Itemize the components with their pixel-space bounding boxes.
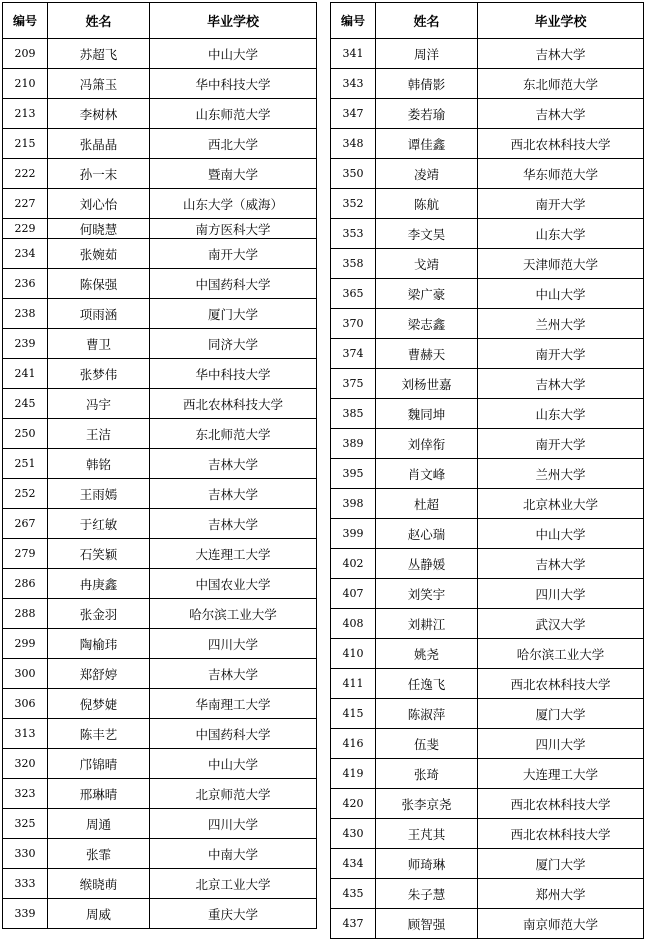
cell-school: 兰州大学 [478,309,644,339]
header-row [3,3,317,39]
cell-name: 邝锦晴 [48,749,150,779]
table-row [3,539,317,569]
cell-name: 王雨嫣 [48,479,150,509]
roster-table-left [2,2,317,929]
table-row [3,809,317,839]
table-row [3,719,317,749]
cell-number: 408 [331,609,376,639]
cell-school: 吉林大学 [150,479,317,509]
cell-name: 倪梦婕 [48,689,150,719]
table-row [331,489,644,519]
cell-school: 北京工业大学 [150,869,317,899]
cell-name: 任逸飞 [376,669,478,699]
table-row [331,729,644,759]
cell-name: 冯箫玉 [48,69,150,99]
table-row [331,129,644,159]
cell-number: 385 [331,399,376,429]
cell-number: 358 [331,249,376,279]
cell-school: 武汉大学 [478,609,644,639]
cell-school: 中国药科大学 [150,719,317,749]
cell-name: 陈丰艺 [48,719,150,749]
table-row [331,159,644,189]
cell-school: 东北师范大学 [150,419,317,449]
cell-number: 434 [331,849,376,879]
table-row [331,309,644,339]
cell-school: 中山大学 [150,39,317,69]
cell-number: 252 [3,479,48,509]
table-row [3,569,317,599]
table-row [3,269,317,299]
table-row [331,429,644,459]
table-row [3,329,317,359]
cell-school: 中山大学 [478,279,644,309]
cell-school: 西北农林科技大学 [478,669,644,699]
cell-name: 韩铭 [48,449,150,479]
cell-number: 330 [3,839,48,869]
cell-name: 于红敏 [48,509,150,539]
cell-school: 中国药科大学 [150,269,317,299]
cell-number: 299 [3,629,48,659]
cell-number: 389 [331,429,376,459]
cell-school: 吉林大学 [150,449,317,479]
cell-number: 227 [3,189,48,219]
cell-name: 孙一末 [48,159,150,189]
cell-number: 286 [3,569,48,599]
cell-school: 兰州大学 [478,459,644,489]
cell-school: 重庆大学 [150,899,317,929]
table-row [3,39,317,69]
cell-name: 冯宇 [48,389,150,419]
table-row [3,509,317,539]
cell-name: 刘耕江 [376,609,478,639]
cell-number: 407 [331,579,376,609]
cell-number: 339 [3,899,48,929]
cell-school: 四川大学 [150,629,317,659]
cell-name: 伍斐 [376,729,478,759]
cell-name: 冉庚鑫 [48,569,150,599]
table-row [331,879,644,909]
cell-name: 周洋 [376,39,478,69]
cell-name: 缑晓萌 [48,869,150,899]
cell-number: 395 [331,459,376,489]
table-row [3,869,317,899]
cell-school: 吉林大学 [150,509,317,539]
cell-number: 350 [331,159,376,189]
cell-number: 435 [331,879,376,909]
cell-school: 华中科技大学 [150,69,317,99]
table-row [3,479,317,509]
cell-name: 李文昊 [376,219,478,249]
cell-name: 张晶晶 [48,129,150,159]
cell-number: 279 [3,539,48,569]
cell-school: 中国农业大学 [150,569,317,599]
cell-school: 吉林大学 [478,39,644,69]
table-row [3,359,317,389]
table-row [331,279,644,309]
cell-number: 411 [331,669,376,699]
cell-school: 西北大学 [150,129,317,159]
cell-school: 郑州大学 [478,879,644,909]
table-row [3,449,317,479]
cell-name: 陈保强 [48,269,150,299]
cell-name: 陈淑萍 [376,699,478,729]
cell-name: 凌靖 [376,159,478,189]
table-row [331,249,644,279]
cell-name: 张梦伟 [48,359,150,389]
cell-number: 420 [331,789,376,819]
cell-school: 吉林大学 [150,659,317,689]
header-name: 姓名 [48,3,150,39]
table-row [331,399,644,429]
table-row [331,39,644,69]
cell-school: 山东师范大学 [150,99,317,129]
cell-name: 魏同坤 [376,399,478,429]
table-row [331,849,644,879]
table-row [3,299,317,329]
table-row [331,669,644,699]
table-row [331,579,644,609]
cell-name: 王芃其 [376,819,478,849]
cell-name: 杜超 [376,489,478,519]
cell-name: 张金羽 [48,599,150,629]
table-row [331,639,644,669]
cell-number: 416 [331,729,376,759]
table-row [331,459,644,489]
cell-name: 刘杨世嘉 [376,369,478,399]
cell-school: 中山大学 [478,519,644,549]
header-number: 编号 [331,3,376,39]
table-row [331,189,644,219]
table-row [331,699,644,729]
header-number: 编号 [3,3,48,39]
cell-school: 华东师范大学 [478,159,644,189]
cell-number: 365 [331,279,376,309]
cell-school: 北京师范大学 [150,779,317,809]
table-row [3,69,317,99]
table-row [3,779,317,809]
table-row [3,219,317,239]
cell-number: 325 [3,809,48,839]
cell-number: 341 [331,39,376,69]
cell-school: 华中科技大学 [150,359,317,389]
cell-number: 229 [3,219,48,239]
table-row [3,689,317,719]
table-row [331,759,644,789]
cell-number: 236 [3,269,48,299]
table-row [331,219,644,249]
cell-number: 353 [331,219,376,249]
cell-school: 西北农林科技大学 [478,129,644,159]
cell-school: 西北农林科技大学 [478,819,644,849]
table-row [3,419,317,449]
cell-name: 张霏 [48,839,150,869]
cell-number: 238 [3,299,48,329]
cell-name: 刘心怡 [48,189,150,219]
cell-school: 天津师范大学 [478,249,644,279]
table-row [3,159,317,189]
cell-name: 苏超飞 [48,39,150,69]
cell-name: 张婉茹 [48,239,150,269]
cell-school: 南开大学 [478,189,644,219]
cell-school: 厦门大学 [150,299,317,329]
cell-number: 222 [3,159,48,189]
cell-number: 251 [3,449,48,479]
table-row [331,369,644,399]
cell-name: 陈航 [376,189,478,219]
table-row [331,609,644,639]
cell-number: 347 [331,99,376,129]
cell-number: 234 [3,239,48,269]
table-row [3,189,317,219]
cell-name: 项雨涵 [48,299,150,329]
cell-name: 何晓慧 [48,219,150,239]
table-row [3,239,317,269]
cell-number: 437 [331,909,376,939]
cell-number: 419 [331,759,376,789]
cell-number: 399 [331,519,376,549]
header-name: 姓名 [376,3,478,39]
cell-number: 398 [331,489,376,519]
cell-number: 370 [331,309,376,339]
table-row [3,899,317,929]
cell-name: 师琦琳 [376,849,478,879]
cell-school: 东北师范大学 [478,69,644,99]
table-row [331,909,644,939]
cell-number: 430 [331,819,376,849]
cell-number: 343 [331,69,376,99]
cell-name: 姚尧 [376,639,478,669]
cell-school: 西北农林科技大学 [150,389,317,419]
cell-number: 209 [3,39,48,69]
cell-number: 245 [3,389,48,419]
cell-name: 曹卫 [48,329,150,359]
table-row [3,389,317,419]
cell-name: 石笑颖 [48,539,150,569]
cell-name: 朱子慧 [376,879,478,909]
cell-school: 四川大学 [150,809,317,839]
cell-school: 吉林大学 [478,99,644,129]
cell-school: 中山大学 [150,749,317,779]
cell-name: 郑舒婷 [48,659,150,689]
cell-school: 中南大学 [150,839,317,869]
cell-number: 300 [3,659,48,689]
cell-school: 山东大学（威海） [150,189,317,219]
cell-name: 梁志鑫 [376,309,478,339]
cell-number: 213 [3,99,48,129]
table-row [331,789,644,819]
cell-number: 288 [3,599,48,629]
cell-school: 暨南大学 [150,159,317,189]
cell-school: 山东大学 [478,219,644,249]
table-row [331,69,644,99]
cell-school: 吉林大学 [478,369,644,399]
cell-school: 吉林大学 [478,549,644,579]
cell-name: 周通 [48,809,150,839]
cell-name: 戈靖 [376,249,478,279]
cell-school: 华南理工大学 [150,689,317,719]
cell-school: 哈尔滨工业大学 [150,599,317,629]
cell-school: 同济大学 [150,329,317,359]
table-row [3,599,317,629]
cell-number: 374 [331,339,376,369]
cell-number: 348 [331,129,376,159]
roster-table-right [330,2,644,939]
header-school: 毕业学校 [478,3,644,39]
cell-name: 周威 [48,899,150,929]
cell-school: 哈尔滨工业大学 [478,639,644,669]
cell-name: 张琦 [376,759,478,789]
cell-number: 239 [3,329,48,359]
header-school: 毕业学校 [150,3,317,39]
cell-name: 王洁 [48,419,150,449]
table-row [3,129,317,159]
cell-number: 313 [3,719,48,749]
table-row [331,549,644,579]
table-row [331,99,644,129]
cell-name: 陶榆玮 [48,629,150,659]
cell-number: 323 [3,779,48,809]
cell-school: 北京林业大学 [478,489,644,519]
cell-name: 邢琳晴 [48,779,150,809]
cell-school: 南方医科大学 [150,219,317,239]
cell-name: 赵心瑞 [376,519,478,549]
table-row [3,99,317,129]
cell-number: 352 [331,189,376,219]
cell-number: 241 [3,359,48,389]
cell-name: 肖文峰 [376,459,478,489]
cell-name: 梁广豪 [376,279,478,309]
cell-school: 四川大学 [478,729,644,759]
cell-name: 顾智强 [376,909,478,939]
table-row [3,629,317,659]
cell-name: 刘倖衔 [376,429,478,459]
cell-school: 南京师范大学 [478,909,644,939]
cell-number: 306 [3,689,48,719]
cell-number: 215 [3,129,48,159]
cell-school: 厦门大学 [478,849,644,879]
cell-number: 250 [3,419,48,449]
cell-number: 375 [331,369,376,399]
cell-number: 410 [331,639,376,669]
table-row [331,819,644,849]
cell-number: 415 [331,699,376,729]
table-row [3,749,317,779]
cell-name: 丛静媛 [376,549,478,579]
table-row [331,339,644,369]
cell-school: 南开大学 [478,339,644,369]
cell-number: 210 [3,69,48,99]
cell-school: 大连理工大学 [478,759,644,789]
cell-name: 刘笑宇 [376,579,478,609]
table-row [331,519,644,549]
cell-name: 韩倩影 [376,69,478,99]
cell-name: 谭佳鑫 [376,129,478,159]
cell-school: 四川大学 [478,579,644,609]
cell-school: 西北农林科技大学 [478,789,644,819]
table-row [3,659,317,689]
cell-name: 曹赫天 [376,339,478,369]
cell-number: 267 [3,509,48,539]
cell-school: 厦门大学 [478,699,644,729]
cell-school: 山东大学 [478,399,644,429]
cell-number: 333 [3,869,48,899]
header-row [331,3,644,39]
cell-name: 娄若瑜 [376,99,478,129]
cell-name: 李树林 [48,99,150,129]
cell-school: 南开大学 [478,429,644,459]
cell-name: 张李京尧 [376,789,478,819]
cell-school: 南开大学 [150,239,317,269]
table-row [3,839,317,869]
cell-school: 大连理工大学 [150,539,317,569]
cell-number: 402 [331,549,376,579]
cell-number: 320 [3,749,48,779]
